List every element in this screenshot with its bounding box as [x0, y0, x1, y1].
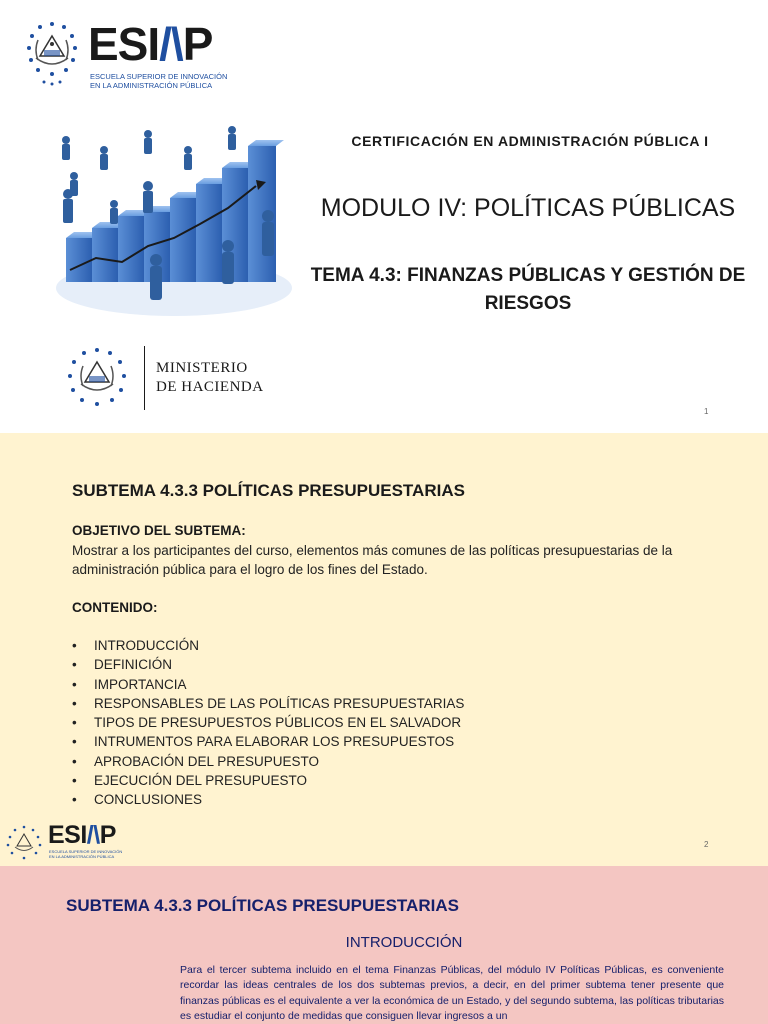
list-item: • DEFINICIÓN — [72, 655, 464, 674]
el-salvador-seal-icon — [66, 346, 128, 408]
esiap-wordmark: ESI/\P — [48, 821, 116, 849]
section-heading: INTRODUCCIÓN — [345, 934, 463, 951]
el-salvador-seal-icon — [24, 18, 80, 90]
list-item: • TIPOS DE PRESUPUESTOS PÚBLICOS EN EL SALVADOR — [72, 713, 464, 732]
list-item: • RESPONSABLES DE LAS POLÍTICAS PRESUPUESTARIAS — [72, 694, 464, 713]
list-item: • INTRODUCCIÓN — [72, 636, 464, 655]
esiap-wordmark: ESI/\P — [88, 18, 213, 70]
objective-text: Mostrar a los participantes del curso, elementos más comunes de las políticas presupuestarias de la administración pública para el logro de los fines del Estado. — [72, 543, 673, 577]
ministerio-hacienda-logo — [66, 346, 286, 412]
slide-1 — [0, 0, 768, 433]
ministerio-name: MINISTERIO DE HACIENDA — [156, 360, 264, 395]
slide-2 — [0, 433, 768, 866]
logo-divider — [144, 346, 145, 410]
logo-slash: /\ — [159, 18, 183, 70]
content-list — [72, 636, 464, 810]
list-item: • INTRUMENTOS PARA ELABORAR LOS PRESUPUESTOS — [72, 732, 464, 751]
subtema-title: SUBTEMA 4.3.3 POLÍTICAS PRESUPUESTARIAS — [66, 896, 459, 915]
module-title: MODULO IV: POLÍTICAS PÚBLICAS — [320, 194, 736, 222]
esiap-tagline: ESCUELA SUPERIOR DE INNOVACIÓN EN LA ADMINISTRACIÓN PÚBLICA — [49, 849, 123, 859]
list-item: • EJECUCIÓN DEL PRESUPUESTO — [72, 771, 464, 790]
subtema-title: SUBTEMA 4.3.3 POLÍTICAS PRESUPUESTARIAS — [72, 481, 465, 500]
list-item: • CONCLUSIONES — [72, 790, 464, 809]
content-label: CONTENIDO: — [72, 600, 158, 615]
esiap-tagline: ESCUELA SUPERIOR DE INNOVACIÓN EN LA ADMINISTRACIÓN PÚBLICA — [90, 72, 228, 90]
esiap-logo — [24, 18, 228, 94]
list-item: • IMPORTANCIA — [72, 675, 464, 694]
business-growth-chart-illustration — [44, 120, 292, 320]
el-salvador-seal-icon — [6, 825, 42, 861]
slide-3 — [0, 866, 768, 1024]
page-number: 1 — [704, 407, 709, 416]
list-item: • APROBACIÓN DEL PRESUPUESTO — [72, 752, 464, 771]
introduction-text: Para el tercer subtema incluido en el tema Finanzas Públicas, del módulo IV Políticas Públicas, es conveniente recordar las ideas centrales de los dos subtemas previos, a decir, en del primer subtema tener presente que finanzas públicas es el equivalente a ver la económica de un Estado, y del segundo subtema, las políticas tributarias es estudiar el conjunto de medidas que consiguen llevar ingresos a un — [180, 964, 724, 1023]
page-number: 2 — [704, 840, 709, 849]
objective-label: OBJETIVO DEL SUBTEMA: — [72, 523, 246, 538]
esiap-logo-small — [6, 821, 136, 863]
certification-title: CERTIFICACIÓN EN ADMINISTRACIÓN PÚBLICA I — [351, 133, 709, 149]
tema-title: TEMA 4.3: FINANZAS PÚBLICAS Y GESTIÓN DE RIESGOS — [310, 265, 746, 314]
